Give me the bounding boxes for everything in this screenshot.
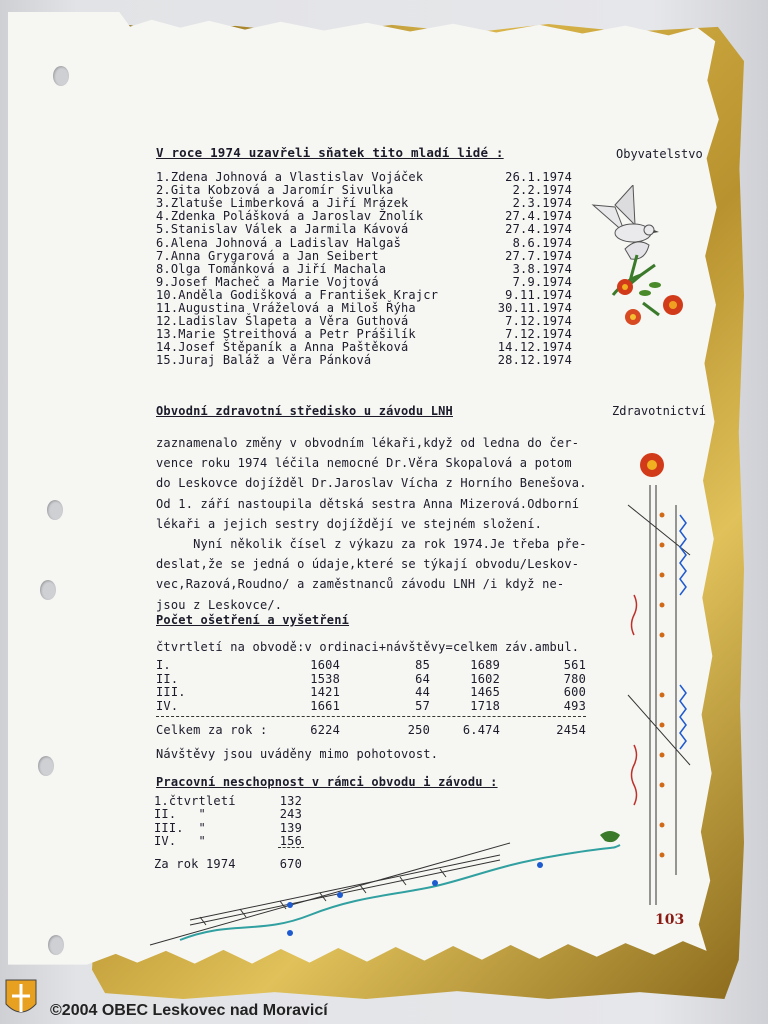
treatments-row-value: 1465 [470,685,500,699]
treatments-row-value: 1689 [470,658,500,672]
treatments-total-label: Celkem za rok : [156,723,268,737]
treatments-row-label: II. [156,671,179,686]
marriage-date: 8.6.1974 [512,235,572,250]
paragraph-line: deslat,že se jedná o údaje,které se týkají obvodu/Leskov- [156,557,580,572]
visits-note: Návštěvy jsou uváděny mimo pohotovost. [156,747,439,761]
treatments-row-value: 1661 [310,698,340,713]
paragraph-line: lékaři a jejich sestry dojíždějí ve stejném složení. [156,516,543,531]
marriage-names: 14.Josef Štěpaník a Anna Paštěková [156,340,409,355]
marriage-names: 9.Josef Macheč a Marie Vojtová [156,274,379,289]
treatments-row-label: I. [156,658,171,672]
marriage-date: 26.1.1974 [505,170,572,184]
page-number: 103 [655,912,685,928]
marriage-date: 2.2.1974 [512,183,572,198]
sick-leave-label: 1.čtvrtletí [154,794,236,808]
punch-hole [38,756,54,776]
marriage-date: 2.3.1974 [512,196,572,211]
marriage-names: 2.Gita Kobzová a Jaromír Sivulka [156,183,394,198]
marriage-date: 7.9.1974 [512,274,572,289]
copyright-footer: ©2004 OBEC Leskovec nad Moravicí [50,1002,328,1019]
marriage-date: 27.4.1974 [505,209,572,224]
bottom-ornament [140,825,640,955]
sick-leave-total-value: 670 [279,857,302,871]
marriage-date: 7.12.1974 [505,327,572,342]
treatments-row-value: 1604 [310,658,340,672]
marriage-date: 14.12.1974 [497,340,572,355]
marriage-date: 3.8.1974 [512,261,572,276]
marriage-names: 5.Stanislav Válek a Jarmila Kávová [156,222,409,237]
treatments-row-value: 64 [415,671,430,686]
margin-label-health: Zdravotnictví [612,404,706,418]
table-divider [156,716,586,717]
marriage-date: 9.11.1974 [505,287,572,302]
sick-leave-label: III. " [154,820,206,835]
punch-hole [40,580,56,600]
marriage-names: 11.Augustina Vráželová a Miloš Řýha [156,301,416,315]
sick-leave-value: 132 [279,794,302,808]
marriage-names: 6.Alena Johnová a Ladislav Halgaš [156,235,402,250]
dove-illustration [585,185,695,335]
treatments-row-value: 600 [563,685,586,699]
paragraph-line: vence roku 1974 léčila nemocné Dr.Věra Skopalová a potom [156,456,572,471]
treatments-row-value: 85 [415,658,430,672]
marriage-names: 15.Juraj Baláž a Věra Pánková [156,353,372,368]
treatments-row-value: 57 [415,698,430,713]
paragraph-line: zaznamenalo změny v obvodním lékaři,když od ledna do čer- [156,436,580,450]
paragraph-line: Od 1. září nastoupila dětská sestra Anna Mizerová.Odborní [156,496,580,511]
marriage-names: 7.Anna Grygarová a Jan Seibert [156,248,379,263]
marriage-names: 10.Anděla Godišková a František Krajcr [156,287,439,302]
punch-hole [53,66,69,86]
sick-leave-total-label: Za rok 1974 [154,857,236,871]
treatments-total-value: 6224 [310,723,340,737]
marriage-date: 7.12.1974 [505,314,572,329]
marriage-names: 3.Zlatuše Limberková a Jiří Mrázek [156,196,409,211]
treatments-row-value: 44 [415,685,430,699]
marriage-date: 28.12.1974 [497,353,572,368]
sick-leave-value: 139 [279,820,302,835]
treatments-row-value: 1718 [470,698,500,713]
paragraph-line: do Leskovce dojížděl Dr.Jaroslav Vícha z Horního Benešova. [156,476,587,491]
municipality-logo [4,978,38,1020]
sick-leave-value: 243 [279,807,302,822]
paragraph-line: Nyní několik čísel z výkazu za rok 1974.Je třeba pře- [156,537,587,551]
marriage-names: 13.Marie Streithová a Petr Prášilík [156,327,416,342]
marriage-date: 27.7.1974 [505,248,572,263]
punch-hole [47,500,63,520]
treatments-row-label: III. [156,685,186,699]
treatments-row-value: 561 [563,658,586,672]
table-treatments-header: čtvrtletí na obvodě:v ordinaci+návštěvy=celkem záv.ambul. [156,640,580,654]
sick-leave-label: IV. " [154,833,206,848]
punch-hole [48,935,64,955]
treatments-row-value: 780 [563,671,586,686]
treatments-total-value: 250 [407,723,430,737]
paragraph-line: jsou z Leskovce/. [156,597,283,612]
marriage-date: 27.4.1974 [505,222,572,237]
treatments-total-value: 6.474 [462,723,500,737]
section-title-marriages: V roce 1974 uzavřeli sňatek tito mladí lidé : [156,145,504,160]
marriage-names: 4.Zdenka Polášková a Jaroslav Žnolík [156,209,424,224]
section-title-health-centre: Obvodní zdravotní středisko u závodu LNH [156,404,453,418]
marriage-names: 12.Ladislav Šlapeta a Věra Guthová [156,314,409,329]
marriage-names: 1.Zdena Johnová a Vlastislav Vojáček [156,170,424,184]
paragraph-line: vec,Razová,Roudno/ a zaměstnanců závodu LNH /i když ne- [156,577,565,592]
margin-label-population: Obyvatelstvo [616,147,703,161]
marriage-date: 30.11.1974 [497,301,572,315]
treatments-row-value: 493 [563,698,586,713]
sick-leave-label: II. " [154,807,206,822]
treatments-total-value: 2454 [556,723,586,737]
treatments-row-label: IV. [156,698,179,713]
table-sick-leave-title: Pracovní neschopnost v rámci obvodu i závodu : [156,775,498,789]
treatments-row-value: 1538 [310,671,340,686]
table-treatments-title: Počet ošetření a vyšetření [156,613,350,627]
treatments-row-value: 1421 [310,685,340,699]
sick-leave-value: 156 [279,833,302,848]
marriage-names: 8.Olga Tománková a Jiří Machala [156,261,387,276]
treatments-row-value: 1602 [470,671,500,686]
